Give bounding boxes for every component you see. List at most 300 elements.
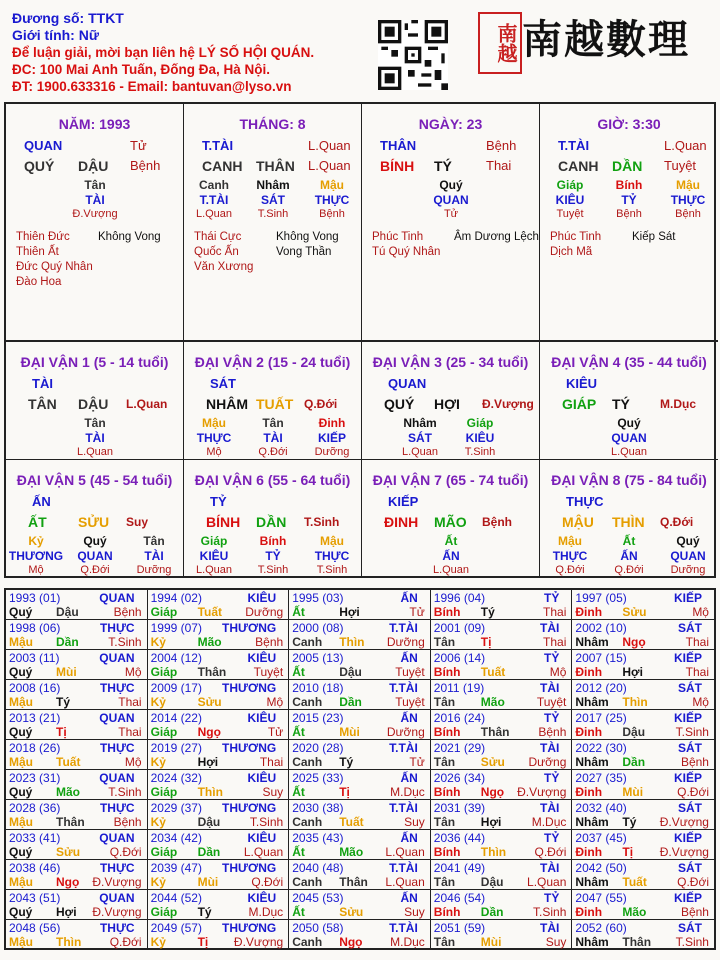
year-label: 2040 (48) <box>292 861 344 875</box>
star-item: Thiên Đức <box>16 231 70 243</box>
year-stem: Bính <box>433 605 461 619</box>
year-ten-god: TỶ <box>544 651 560 665</box>
year-stage: Mộ <box>124 755 142 769</box>
year-ten-god: KIÊU <box>247 831 277 845</box>
year-stem: Nhâm <box>575 935 609 949</box>
year-label: 2044 (52) <box>150 891 202 905</box>
hidden-stage: Tuyệt <box>556 208 584 220</box>
year-stem: Bính <box>433 785 461 799</box>
year-branch: Mùi <box>339 725 360 739</box>
year-cell <box>431 770 573 800</box>
hidden-stage: L.Quan <box>195 564 233 576</box>
year-stem: Mậu <box>9 935 33 949</box>
year-ten-god: KIẾP <box>673 771 702 785</box>
hidden-stem: Nhâm <box>403 416 437 430</box>
year-cell <box>572 920 714 950</box>
year-ten-god: THƯƠNG <box>222 801 277 815</box>
year-cell <box>289 620 431 650</box>
year-stem: Nhâm <box>575 635 609 649</box>
hidden-stem: Đinh <box>318 416 346 430</box>
year-label: 2033 (41) <box>9 831 61 845</box>
year-ten-god: KIÊU <box>247 711 277 725</box>
year-ten-god: THỰC <box>99 741 135 755</box>
year-label: 2037 (45) <box>575 831 627 845</box>
hidden-stem: Mậu <box>320 534 344 548</box>
heavenly-stem: GIÁP <box>562 396 597 412</box>
year-cell <box>6 920 148 950</box>
hidden-ten-god: QUAN <box>433 193 469 207</box>
year-stem: Mậu <box>9 815 33 829</box>
year-label: 2002 (10) <box>575 621 627 635</box>
earthly-branch: DẦN <box>256 514 287 530</box>
year-ten-god: ẤN <box>400 711 418 725</box>
year-stage: Bệnh <box>113 605 142 619</box>
year-stem: Canh <box>292 695 323 709</box>
ten-god-right: Bệnh <box>486 138 517 153</box>
year-stem: Giáp <box>150 845 178 859</box>
year-stem: Mậu <box>9 635 33 649</box>
year-ten-god: KIÊU <box>247 771 277 785</box>
year-stem: Giáp <box>150 605 178 619</box>
year-cell <box>431 920 573 950</box>
star-item: Không Vong <box>98 231 161 243</box>
year-ten-god: ẤN <box>400 591 418 605</box>
year-label: 2048 (56) <box>9 921 61 935</box>
year-branch: Ngọ <box>480 785 505 799</box>
heavenly-stem: QUÝ <box>24 158 55 174</box>
year-branch: Mão <box>56 785 80 799</box>
year-label: 2052 (60) <box>575 921 627 935</box>
heavenly-stem: BÍNH <box>380 158 415 174</box>
hidden-stage: T.Sinh <box>257 208 289 220</box>
year-stage: Mộ <box>692 605 709 619</box>
hidden-stem: Kỷ <box>28 534 44 548</box>
earthly-branch: THÌN <box>612 514 645 530</box>
year-branch: Thân <box>339 875 368 889</box>
year-stage: T.Sinh <box>249 815 284 829</box>
dai-van-title: ĐẠI VẬN 8 (75 - 84 tuổi) <box>551 472 707 488</box>
year-cell <box>6 830 148 860</box>
hidden-stem: Tân <box>143 534 165 548</box>
hidden-ten-god: TÀI <box>85 431 105 445</box>
year-stage: Dưỡng <box>386 635 425 649</box>
hidden-ten-god: THỰC <box>670 193 706 207</box>
brand-logo-text: 南越數理 <box>522 16 690 63</box>
year-cell <box>289 590 431 620</box>
year-label: 2009 (17) <box>150 681 202 695</box>
year-label: 2000 (08) <box>292 621 344 635</box>
star-item: Âm Dương Lệch <box>454 231 539 243</box>
life-stage: L.Quan <box>126 397 168 411</box>
year-stem: Ất <box>292 665 305 679</box>
year-branch: Mão <box>339 845 364 859</box>
earthly-branch: DẬU <box>78 158 109 174</box>
year-stem: Quý <box>9 785 33 799</box>
life-stage: Bệnh <box>482 515 512 529</box>
year-stage: Bệnh <box>255 635 284 649</box>
year-cell <box>6 620 148 650</box>
year-stage: Thai <box>118 695 142 709</box>
year-stage: Thai <box>259 755 284 769</box>
hidden-stem: Giáp <box>556 178 584 192</box>
year-branch: Tuất <box>56 755 81 769</box>
year-label: 2025 (33) <box>292 771 344 785</box>
year-stage: M.Dục <box>531 815 567 829</box>
hidden-ten-god: TÀI <box>144 549 164 563</box>
year-ten-god: THƯƠNG <box>222 861 277 875</box>
year-stem: Ất <box>292 845 305 859</box>
year-ten-god: SÁT <box>677 861 702 875</box>
year-stage: Thai <box>543 635 567 649</box>
year-cell <box>289 830 431 860</box>
year-ten-god: TỶ <box>544 891 560 905</box>
year-label: 2022 (30) <box>575 741 627 755</box>
year-branch: Thìn <box>56 935 82 949</box>
year-cell <box>431 860 573 890</box>
year-ten-god: THỰC <box>99 861 135 875</box>
year-branch: Tuất <box>480 665 506 679</box>
year-label: 2024 (32) <box>150 771 202 785</box>
year-stage: Tử <box>409 605 425 619</box>
year-label: 2039 (47) <box>150 861 202 875</box>
year-label: 1993 (01) <box>9 591 61 605</box>
year-ten-god: SÁT <box>677 921 702 935</box>
year-cell <box>6 800 148 830</box>
year-cell <box>289 650 431 680</box>
pillar-title: NGÀY: 23 <box>418 116 483 132</box>
year-ten-god: QUAN <box>99 891 135 905</box>
year-branch: Sửu <box>56 845 81 859</box>
ten-god: TỶ <box>210 494 227 509</box>
year-ten-god: KIẾP <box>673 891 702 905</box>
year-stage: T.Sinh <box>675 725 709 739</box>
hidden-ten-god: TỶ <box>265 549 281 563</box>
year-label: 2014 (22) <box>150 711 202 725</box>
year-cell <box>572 800 714 830</box>
hidden-ten-god: SÁT <box>408 431 432 445</box>
year-stem: Tân <box>433 935 456 949</box>
year-cell <box>289 800 431 830</box>
year-branch: Mão <box>480 695 505 709</box>
year-stem: Kỷ <box>150 935 166 949</box>
year-branch: Ngọ <box>622 635 646 649</box>
year-stage: Dưỡng <box>528 755 567 769</box>
hidden-stem: Mậu <box>320 178 344 192</box>
heavenly-stem: NHÂM <box>206 396 248 412</box>
year-branch: Ngọ <box>197 725 221 739</box>
hidden-stem: Mậu <box>676 178 700 192</box>
red-seal-logo: 南越 <box>478 12 522 74</box>
year-ten-god: KIẾP <box>673 651 702 665</box>
hidden-stage: L.Quan <box>401 446 439 458</box>
year-stage: Tuyệt <box>253 665 284 679</box>
pillar-2 <box>362 104 540 342</box>
year-cell <box>572 620 714 650</box>
year-cell <box>6 650 148 680</box>
year-ten-god: TỶ <box>544 771 560 785</box>
year-ten-god: SÁT <box>677 681 702 695</box>
hidden-ten-god: TỶ <box>621 193 637 207</box>
year-label: 2047 (55) <box>575 891 627 905</box>
year-stage: Thai <box>685 635 709 649</box>
hidden-stage: Dưỡng <box>136 564 172 576</box>
year-stage: Mộ <box>124 665 142 679</box>
stars-left <box>194 230 253 275</box>
dai-van-4 <box>540 342 718 460</box>
heavenly-stem: MẬU <box>562 514 594 530</box>
year-stem: Bính <box>433 665 461 679</box>
year-branch: Ngọ <box>339 935 363 949</box>
year-branch: Dần <box>56 635 79 649</box>
year-branch: Dậu <box>622 725 646 739</box>
year-stem: Tân <box>433 635 456 649</box>
earthly-branch: TÝ <box>434 158 452 174</box>
year-branch: Dậu <box>339 665 362 679</box>
year-stage: Bệnh <box>680 755 709 769</box>
year-cell <box>572 710 714 740</box>
pillar-title: NĂM: 1993 <box>58 116 131 132</box>
year-stage: Đ.Vượng <box>517 785 567 799</box>
dai-van-title: ĐẠI VẬN 3 (25 - 34 tuổi) <box>372 354 529 370</box>
year-label: 2026 (34) <box>433 771 486 785</box>
year-stage: M.Dục <box>390 785 425 799</box>
life-stage: Tuyệt <box>664 158 697 173</box>
year-branch: Tý <box>339 755 354 769</box>
hidden-ten-god: SÁT <box>261 193 285 207</box>
year-cell <box>148 800 290 830</box>
ten-god-stem: T.TÀI <box>202 138 234 153</box>
hidden-stage: Q.Đới <box>614 564 644 576</box>
year-cell <box>431 650 573 680</box>
year-cell <box>572 680 714 710</box>
year-cell <box>431 890 573 920</box>
year-cell <box>431 590 573 620</box>
year-stage: Tuyệt <box>395 665 425 679</box>
year-label: 2035 (43) <box>292 831 344 845</box>
star-item: Quốc Ấn <box>194 246 239 258</box>
hidden-stage: L.Quan <box>432 564 470 576</box>
year-ten-god: T.TÀI <box>389 801 418 815</box>
year-stem: Giáp <box>150 785 178 799</box>
year-stage: L.Quan <box>527 875 567 889</box>
hidden-ten-god: KIÊU <box>199 549 229 563</box>
life-stage: Q.Đới <box>304 397 338 411</box>
stars-right <box>98 230 161 245</box>
year-ten-god: KIẾP <box>673 831 702 845</box>
year-branch: Hợi <box>56 905 77 919</box>
year-branch: Sửu <box>197 695 222 709</box>
year-ten-god: SÁT <box>677 741 702 755</box>
ten-god: SÁT <box>210 376 236 391</box>
hidden-ten-god: THỰC <box>196 431 232 445</box>
year-ten-god: KIẾP <box>673 591 702 605</box>
hidden-ten-god: QUAN <box>670 549 706 563</box>
heavenly-stem: CANH <box>202 158 243 174</box>
pillar-1 <box>184 104 362 342</box>
year-ten-god: THƯƠNG <box>222 621 277 635</box>
dai-van-5 <box>6 460 184 578</box>
year-label: 2004 (12) <box>150 651 202 665</box>
life-stage: Thai <box>486 158 512 173</box>
year-stem: Kỷ <box>150 695 166 709</box>
year-label: 2016 (24) <box>433 711 486 725</box>
pillar-3 <box>540 104 718 342</box>
year-ten-god: THỰC <box>99 621 135 635</box>
year-label: 2021 (29) <box>433 741 486 755</box>
star-item: Phúc Tinh <box>550 231 602 243</box>
dai-van-title: ĐẠI VẬN 5 (45 - 54 tuổi) <box>16 472 173 488</box>
year-branch: Ngọ <box>56 875 80 889</box>
earthly-branch: MÃO <box>434 514 467 530</box>
year-label: 2042 (50) <box>575 861 627 875</box>
year-label: 2010 (18) <box>292 681 344 695</box>
year-label: 2019 (27) <box>150 741 202 755</box>
hidden-ten-god: THỰC <box>314 193 350 207</box>
year-stage: Mộ <box>692 695 709 709</box>
year-cell <box>289 740 431 770</box>
star-item: Thiên Ất <box>16 246 59 258</box>
year-stem: Quý <box>9 665 33 679</box>
hidden-stem: Quý <box>676 534 700 548</box>
year-stem: Quý <box>9 605 33 619</box>
owner-info <box>12 10 372 95</box>
year-stem: Đinh <box>575 845 603 859</box>
year-stem: Kỷ <box>150 755 166 769</box>
year-ten-god: T.TÀI <box>389 621 418 635</box>
year-stage: L.Quan <box>385 875 425 889</box>
life-stage: Đ.Vượng <box>482 397 534 411</box>
dai-van-3 <box>362 342 540 460</box>
year-ten-god: THƯƠNG <box>222 681 277 695</box>
year-cell <box>148 890 290 920</box>
year-ten-god: THỰC <box>99 681 135 695</box>
hidden-stage: T.Sinh <box>257 564 289 576</box>
hidden-stem: Giáp <box>466 416 494 430</box>
year-label: 2029 (37) <box>150 801 202 815</box>
ten-god-stem: QUAN <box>24 138 63 153</box>
year-branch: Dậu <box>197 815 221 829</box>
year-stem: Bính <box>433 905 461 919</box>
year-branch: Dần <box>197 845 221 859</box>
stars-right <box>632 230 675 245</box>
year-cell <box>431 800 573 830</box>
qr-code-icon[interactable] <box>378 20 448 90</box>
hidden-stem: Quý <box>617 416 641 430</box>
year-cell <box>289 710 431 740</box>
year-label: 1997 (05) <box>575 591 627 605</box>
hidden-stage: Q.Đới <box>555 564 585 576</box>
hidden-stage: Tử <box>443 208 459 220</box>
star-item: Thái Cực <box>194 231 242 243</box>
year-stem: Nhâm <box>575 875 609 889</box>
year-branch: Mùi <box>622 785 644 799</box>
year-cell <box>289 770 431 800</box>
earthly-branch: TUẤT <box>256 396 294 412</box>
year-branch: Tị <box>339 785 350 799</box>
ten-god: KIẾP <box>388 494 419 509</box>
life-stage: L.Quan <box>308 158 351 173</box>
year-ten-god: SÁT <box>677 621 702 635</box>
year-stem: Ất <box>292 725 305 739</box>
year-stage: Dưỡng <box>386 725 425 739</box>
owner-name: Đương số: TTKT <box>12 10 124 26</box>
year-stage: Q.Đới <box>677 785 709 799</box>
ten-god: QUAN <box>388 376 427 391</box>
year-stage: T.Sinh <box>108 635 142 649</box>
year-stage: Q.Đới <box>109 845 142 859</box>
year-ten-god: QUAN <box>99 651 135 665</box>
year-label: 2046 (54) <box>433 891 486 905</box>
dai-van-title: ĐẠI VẬN 1 (5 - 14 tuổi) <box>20 354 169 370</box>
year-branch: Mão <box>197 635 222 649</box>
year-stage: Q.Đới <box>251 875 284 889</box>
year-branch: Dậu <box>56 605 79 619</box>
year-ten-god: QUAN <box>99 831 135 845</box>
year-branch: Tuất <box>339 815 364 829</box>
year-cell <box>572 890 714 920</box>
dai-van-title: ĐẠI VẬN 4 (35 - 44 tuổi) <box>551 354 707 370</box>
hidden-stage: Đ.Vượng <box>72 208 118 220</box>
year-branch: Sửu <box>480 755 505 769</box>
hidden-stem: Giáp <box>200 534 228 548</box>
year-stage: Đ.Vượng <box>233 935 284 949</box>
year-stem: Nhâm <box>575 755 609 769</box>
year-branch: Thân <box>197 665 227 679</box>
year-branch: Mùi <box>197 875 219 889</box>
earthly-branch: TÝ <box>612 396 630 412</box>
year-stem: Đinh <box>575 725 603 739</box>
year-label: 2036 (44) <box>433 831 486 845</box>
year-stage: T.Sinh <box>675 935 709 949</box>
year-branch: Hợi <box>480 815 502 829</box>
year-label: 2031 (39) <box>433 801 486 815</box>
year-ten-god: T.TÀI <box>389 741 418 755</box>
year-ten-god: T.TÀI <box>389 861 418 875</box>
year-label: 1995 (03) <box>292 591 344 605</box>
pillar-title: GIỜ: 3:30 <box>597 116 661 132</box>
address-line: ĐC: 100 Mai Anh Tuấn, Đống Đa, Hà Nội. <box>12 62 271 77</box>
year-cell <box>431 680 573 710</box>
heavenly-stem: TÂN <box>28 396 57 412</box>
phone-email-line: ĐT: 1900.633316 - Email: bantuvan@lyso.vn <box>12 79 292 94</box>
year-branch: Mùi <box>56 665 77 679</box>
star-item: Dịch Mã <box>550 246 593 258</box>
year-cell <box>431 620 573 650</box>
year-cell <box>431 710 573 740</box>
year-stage: Q.Đới <box>677 875 709 889</box>
year-ten-god: QUAN <box>99 591 135 605</box>
year-cell <box>289 920 431 950</box>
year-stage: Đ.Vượng <box>659 815 709 829</box>
hidden-ten-god: ẤN <box>620 549 638 563</box>
year-label: 1998 (06) <box>9 621 61 635</box>
year-label: 2001 (09) <box>433 621 486 635</box>
dai-van-8 <box>540 460 718 578</box>
dai-van-1 <box>6 342 184 460</box>
year-stem: Tân <box>433 875 456 889</box>
star-item: Đào Hoa <box>16 276 62 288</box>
year-cell <box>6 860 148 890</box>
year-branch: Tý <box>622 815 637 829</box>
year-stage: Tử <box>409 755 425 769</box>
heavenly-stem: ĐINH <box>384 514 419 530</box>
hidden-stage: Bệnh <box>675 208 701 220</box>
year-stem: Bính <box>433 845 461 859</box>
year-label: 2020 (28) <box>292 741 344 755</box>
year-branch: Tý <box>197 905 212 919</box>
dai-van-title: ĐẠI VẬN 7 (65 - 74 tuổi) <box>372 472 529 488</box>
year-stem: Đinh <box>575 905 603 919</box>
